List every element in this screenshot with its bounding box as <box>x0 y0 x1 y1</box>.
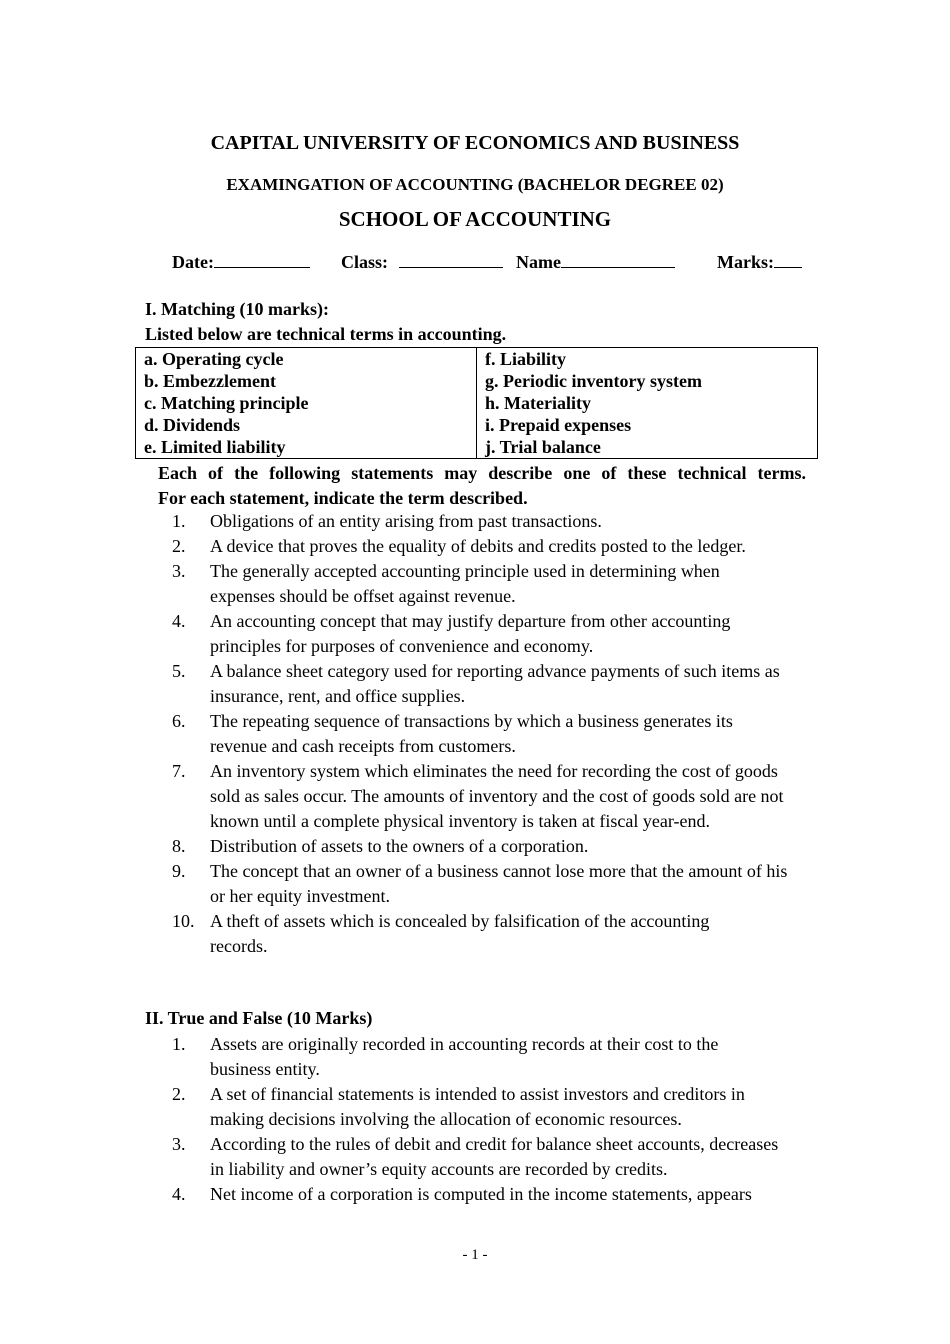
item-text: A device that proves the equality of debits and credits posted to the ledger. <box>210 536 746 556</box>
name-blank <box>561 249 675 268</box>
item-text: The repeating sequence of transactions by which a business generates its revenue and cash receipts from customers. <box>210 711 733 756</box>
item-number: 5. <box>172 661 186 681</box>
term-cell: b. Embezzlement <box>136 370 477 392</box>
item-number: 2. <box>172 1084 186 1104</box>
list-item <box>0 1182 752 1207</box>
section1-title: I. Matching (10 marks): <box>145 299 329 319</box>
list-item <box>0 509 600 534</box>
date-label: Date: <box>172 252 214 272</box>
instruction-line: For each statement, indicate the term described. <box>158 488 528 508</box>
name-label: Name <box>516 252 561 272</box>
list-item <box>0 709 733 759</box>
item-number: 1. <box>172 1034 186 1054</box>
item-number: 3. <box>172 1134 186 1154</box>
term-cell: e. Limited liability <box>136 436 477 459</box>
terms-row <box>136 414 818 436</box>
item-text: An inventory system which eliminates the need for recording the cost of goods sold as sales occur. The amounts of inventory and the cost of goods sold are not known until a complete physical inventory is taken at fiscal year-end. <box>210 761 784 831</box>
item-text: Assets are originally recorded in accounting records at their cost to the business entity. <box>210 1034 719 1079</box>
item-number: 4. <box>172 611 186 631</box>
list-item <box>0 559 720 609</box>
term-cell: h. Materiality <box>477 392 818 414</box>
term-cell: i. Prepaid expenses <box>477 414 818 436</box>
true-false-statements <box>0 1032 779 1207</box>
list-item <box>0 1032 719 1082</box>
list-item <box>0 834 600 859</box>
item-text: A set of financial statements is intended to assist investors and creditors in making decisions involving the allocation of economic resources. <box>210 1084 745 1129</box>
item-number: 1. <box>172 511 186 531</box>
page-number: - 1 - <box>462 1247 488 1263</box>
class-field <box>341 249 503 273</box>
list-item <box>0 1082 745 1132</box>
term-cell: g. Periodic inventory system <box>477 370 818 392</box>
instruction-line: Each of the following statements may describe one of these technical terms. <box>158 463 806 483</box>
list-item <box>0 534 746 559</box>
class-blank <box>399 249 503 268</box>
item-text: Net income of a corporation is computed in the income statements, appears <box>210 1184 752 1204</box>
university-title: CAPITAL UNIVERSITY OF ECONOMICS AND BUSINESS <box>210 132 740 154</box>
school-title: SCHOOL OF ACCOUNTING <box>338 207 612 231</box>
item-number: 8. <box>172 836 186 856</box>
item-number: 7. <box>172 761 186 781</box>
matching-instructions <box>158 461 806 511</box>
item-text: A balance sheet category used for reporting advance payments of such items as insurance, rent, and office supplies. <box>210 661 780 706</box>
item-number: 4. <box>172 1184 186 1204</box>
terms-row <box>136 348 818 371</box>
terms-table <box>135 347 818 459</box>
class-label: Class: <box>341 252 389 272</box>
terms-row <box>136 436 818 459</box>
item-text: The concept that an owner of a business cannot lose more that the amount of his or her equity investment. <box>210 861 788 906</box>
item-text: According to the rules of debit and credit for balance sheet accounts, decreases in liability and owner’s equity accounts are recorded by credits. <box>210 1134 779 1179</box>
terms-row <box>136 370 818 392</box>
term-cell: j. Trial balance <box>477 436 818 459</box>
marks-field <box>717 249 802 273</box>
exam-title: EXAMINGATION OF ACCOUNTING (BACHELOR DEGREE 02) <box>226 175 724 194</box>
list-item <box>0 909 710 959</box>
name-field <box>516 249 675 273</box>
item-text: Distribution of assets to the owners of a corporation. <box>210 836 589 856</box>
list-item <box>0 659 780 709</box>
marks-blank <box>774 249 802 268</box>
term-cell: d. Dividends <box>136 414 477 436</box>
marks-label: Marks: <box>717 252 774 272</box>
section2-title: II. True and False (10 Marks) <box>145 1008 373 1028</box>
terms-row <box>136 392 818 414</box>
term-cell: f. Liability <box>477 348 818 371</box>
term-cell: c. Matching principle <box>136 392 477 414</box>
date-blank <box>214 249 310 268</box>
matching-statements <box>0 509 788 959</box>
item-text: The generally accepted accounting principle used in determining when expenses should be offset against revenue. <box>210 561 720 606</box>
list-item <box>0 859 788 909</box>
list-item <box>0 609 731 659</box>
list-item <box>0 1132 779 1182</box>
item-text: An accounting concept that may justify departure from other accounting principles for purposes of convenience and economy. <box>210 611 731 656</box>
item-number: 10. <box>172 911 195 931</box>
section1-intro: Listed below are technical terms in accounting. <box>145 324 507 344</box>
item-number: 2. <box>172 536 186 556</box>
item-text: Obligations of an entity arising from past transactions. <box>210 511 602 531</box>
item-number: 3. <box>172 561 186 581</box>
list-item <box>0 759 784 834</box>
item-number: 9. <box>172 861 186 881</box>
item-text: A theft of assets which is concealed by falsification of the accounting records. <box>210 911 710 956</box>
date-field <box>172 249 310 273</box>
term-cell: a. Operating cycle <box>136 348 477 371</box>
item-number: 6. <box>172 711 186 731</box>
